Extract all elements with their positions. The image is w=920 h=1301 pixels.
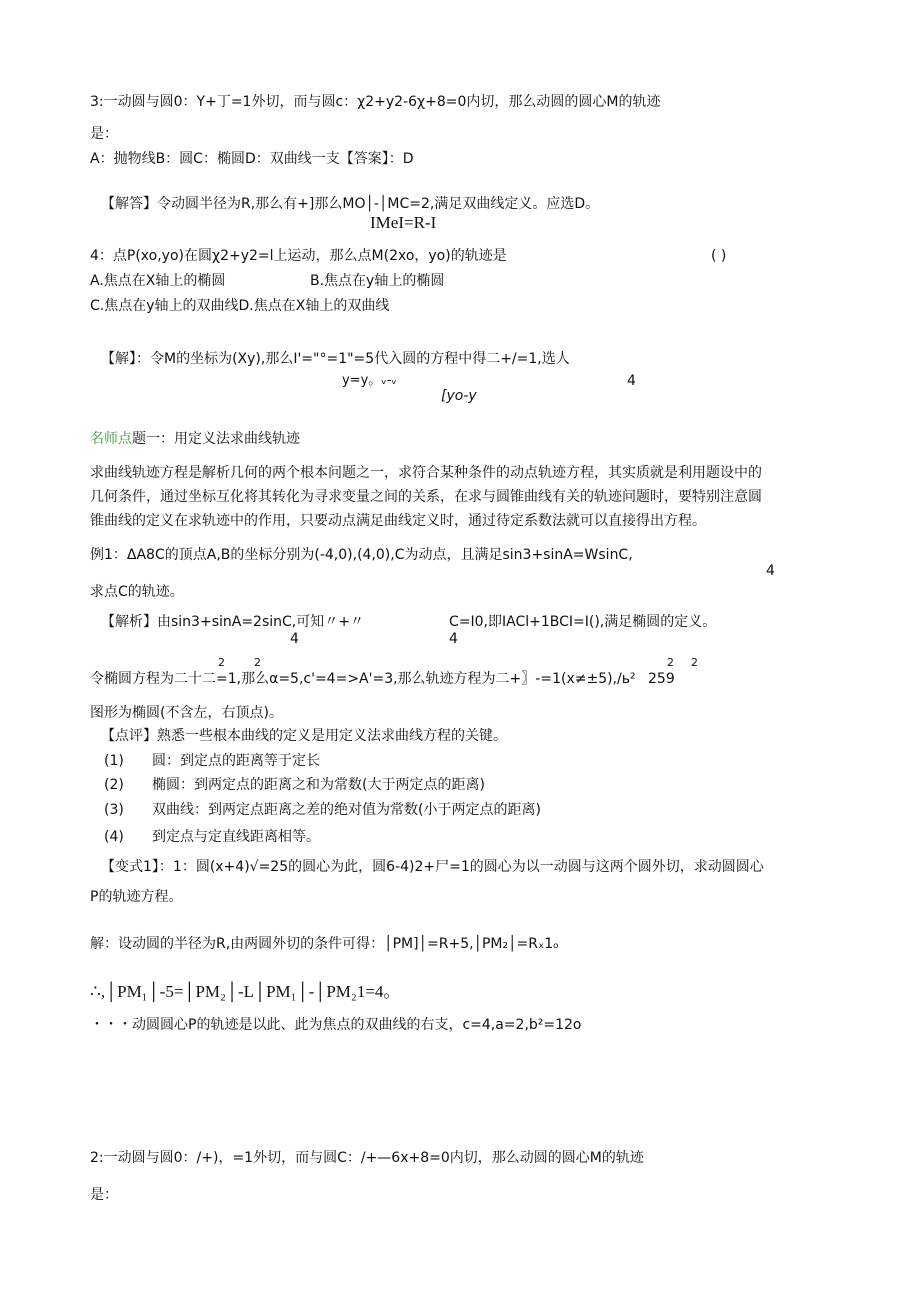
ex1-right4: 4	[766, 563, 775, 579]
section-title: 题一：用定义法求曲线轨迹	[132, 431, 300, 447]
q4-bracket: ( )	[711, 248, 727, 264]
var1-line2: P的轨迹方程。	[90, 889, 183, 905]
q3-line2: 是：	[90, 126, 118, 142]
q4-option-cd: C.焦点在y轴上的双曲线D.焦点在X轴上的双曲线	[90, 298, 390, 314]
var1-solution-3: ・・・动圆圆心P的轨迹是以此、此为焦点的双曲线的右支，c=4,a=2,b²=12o	[90, 1017, 582, 1033]
q3-options: A：抛物线B：圆C：椭圆D：双曲线一支【答案】：D	[90, 151, 414, 167]
q3-formula: IMeI=R-I	[370, 213, 437, 232]
list-item-3-text: 双曲线：到两定点距离之差的绝对值为常数(小于两定点的距离)	[152, 802, 541, 818]
section-para-line3: 锥曲线的定义在求轨迹中的作用，只要动点满足曲线定义时，通过待定系数法就可以直接得出方程。	[90, 513, 706, 529]
ex1-equation-line: 令椭圆方程为二十二=1,那么α=5,c'=4=>A'=3,那么轨迹方程为二+〗-=1(x≠±5),/ь²	[90, 671, 636, 687]
q4-option-a: A.焦点在X轴上的椭圆	[90, 273, 226, 289]
section-para-line1: 求曲线轨迹方程是解析几何的两个根本问题之一，求符合某种条件的动点轨迹方程，其实质就是利用题设中的	[90, 465, 762, 481]
ex1-sup2d: 2	[691, 656, 698, 669]
q3-solution: 【解答】令动圆半径为R,那么有+]那么MO│-│MC=2,满足双曲线定义。应选D。	[101, 196, 600, 212]
ex1-shape: 图形为椭圆(不含左，右顶点)。	[90, 705, 283, 721]
q3-line1: 3:一动圆与圆0：Y+丁=1外切，而与圆c：χ2+y2-6χ+8=0内切，那么动圆的圆心M的轨迹	[90, 94, 661, 110]
q4-option-b: B.焦点在y轴上的椭圆	[310, 273, 445, 289]
section-para-line2: 几何条件，通过坐标互化将其转化为寻求变量之间的关系，在求与圆锥曲线有关的轨迹问题时，要特别注意圆	[90, 489, 762, 505]
var1-solution-1: 解：设动圆的半径为R,由两圆外切的条件可得：│PM]│=R+5,│PM₂│=Rₓ1ₒ	[90, 936, 559, 952]
q4-num4: 4	[627, 373, 636, 389]
list-item-1-num: (1)	[104, 753, 124, 769]
q2-line2: 是：	[90, 1187, 118, 1203]
ex1-sup2c: 2	[667, 656, 674, 669]
var1-solution-2: ∴,│PM₁│-5=│PM₂│-L│PM₁│-│PM₂1=4。	[90, 982, 401, 1001]
list-item-3-num: (3)	[104, 802, 124, 818]
section-tag: 名师点	[90, 431, 132, 447]
ex1-sup2a: 2	[218, 656, 225, 669]
ex1-sub4a: 4	[290, 631, 299, 647]
ex1-comment: 【点评】熟悉一些根本曲线的定义是用定义法求曲线方程的关键。	[101, 728, 507, 744]
q4-sub1: y=y。ᵥ-ᵥ	[342, 373, 397, 388]
list-item-4-text: 到定点与定直线距离相等。	[152, 829, 320, 845]
ex1-equation-tail: 259	[648, 671, 675, 687]
list-item-2-text: 椭圆：到两定点的距离之和为常数(大于两定点的距离)	[152, 777, 485, 793]
ex1-line2: 求点C的轨迹。	[90, 584, 184, 600]
ex1-sup2b: 2	[254, 656, 261, 669]
list-item-1-text: 圆：到定点的距离等于定长	[152, 753, 320, 769]
var1-line1: 【变式1】：1：圆(x+4)√=25的圆心为此，圆6-4)2+尸=1的圆心为以一动圆与这两个圆外切，求动圆圆心	[101, 859, 764, 875]
q4-line1: 4：点P(xo,yo)在圆χ2+y2=l上运动，那么点M(2xo，yo)的轨迹是	[90, 248, 507, 264]
q2-line1: 2:一动圆与圆0：/+)，=1外切，而与圆C：/+—6x+8=0内切，那么动圆的圆心M的轨迹	[90, 1150, 644, 1166]
list-item-4-num: (4)	[104, 829, 124, 845]
list-item-2-num: (2)	[104, 777, 124, 793]
ex1-sub4b: 4	[449, 631, 458, 647]
section-heading	[90, 430, 300, 448]
q4-sub2: [yo-y	[441, 388, 477, 404]
ex1-line1: 例1：ΔA8C的顶点A,B的坐标分别为(-4,0),(4,0),C为动点，且满足sin3+sinA=WsinC,	[90, 547, 633, 563]
q4-solution: 【解】：令M的坐标为(Xy),那么I'="°=1"=5代入圆的方程中得二+/=1,选人	[101, 351, 570, 367]
ex1-analysis-a: 【解析】由sin3+sinA=2sinC,可知〃+〃	[101, 614, 364, 630]
ex1-analysis-b: C=I0,即IACl+1BCI=I(),满足椭圆的定义。	[449, 614, 717, 630]
